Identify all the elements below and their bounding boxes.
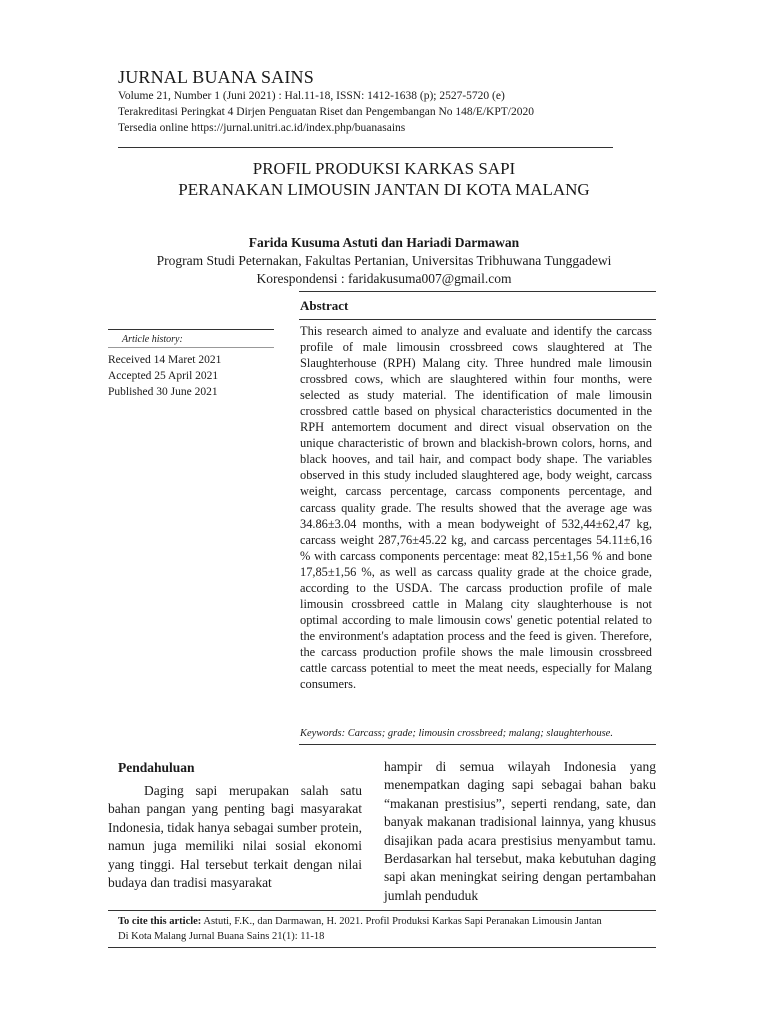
intro-paragraph-left: Daging sapi merupakan salah satu bahan pangan yang penting bagi masyarakat Indonesia, tidak hanya sebagai sumber protein, namun juga memiliki nilai sosial ekonomi yang tinggi. Hal tersebut terkait dengan nilai budaya dan tradisi masyarakat [108,783,362,891]
abstract-body: This research aimed to analyze and evaluate and identify the carcass profile of male limousin crossbreed cows slaughtered at The Slaughterhouse (RPH) Malang city. Three hundred male limousin crossbred cows, which are slaughtered within four months, were selected as study material. The identification of male limousin crossbred cattle based on physical characteristics documented in the RPH antemortem document and direct visual observation on the unique characteristic of brown and blackish-brown colors, horns, and black hooves, and tail hair, and compact body shape. The variables observed in this study included slaughtered age, body weight, carcass weight, carcass percentage, carcass components percentage, and carcass quality grade. The results showed that the average age was 34.86±3.04 months, with a mean bodyweight of 532,44±62,47 kg, carcass weight 287,76±45.22 kg, and carcass percentages 54.11±6,16 % with carcass components percentage: meat 82,15±1,56 % and bone 17,85±1,56 %, as well as carcass quality grade at the choice grade, according to the USDA. The carcass production profile of male limousin crossbreed cattle in Malang city slaughterhouse is not optimal according to male limousin cows' genetic potential related to the environment's adaptation process and the feed is given. Therefore, the carcass production profile shows the male limousin crossbreed cattle carcass potential to meet the meat needs, especially for Malang consumers. [300,324,652,692]
intro-column-right [384,758,656,905]
citation-bottom-divider [108,947,656,948]
intro-column-left [108,782,362,892]
abstract-top-divider [299,291,656,292]
journal-name: JURNAL BUANA SAINS [118,67,314,87]
history-published: Published 30 June 2021 [108,386,218,398]
header-divider [118,147,613,148]
history-mid-divider [108,347,274,348]
journal-accreditation-line: Terakreditasi Peringkat 4 Dirjen Penguatan Riset dan Pengembangan No 148/E/KPT/2020 [118,106,534,118]
article-correspondence: Korespondensi : faridakusuma007@gmail.com [256,271,512,286]
history-top-divider [108,329,274,330]
citation-line-1: Astuti, F.K., dan Darmawan, H. 2021. Profil Produksi Karkas Sapi Peranakan Limousin Jantan [201,916,602,927]
citation-label: To cite this article: [118,916,202,927]
article-authors: Farida Kusuma Astuti dan Hariadi Darmawan [248,235,520,250]
journal-header [118,66,638,136]
abstract-keywords: Keywords: Carcass; grade; limousin crossbreed; malang; slaughterhouse. [300,728,613,739]
citation-box [118,914,648,944]
journal-online-line: Tersedia online https://jurnal.unitri.ac.id/index.php/buanasains [118,122,406,134]
intro-paragraph-right: hampir di semua wilayah Indonesia yang menempatkan daging sapi sebagai bahan baku “makanan prestisius”, seperti rendang, sate, dan banyak makanan tradisional lainnya, yang khusus disajikan pada acara prestisius menyambut tamu. Berdasarkan hal tersebut, maka kebutuhan daging sapi akan meningkat seiring dengan pertambahan jumlah penduduk [384,759,656,903]
article-title [100,158,668,200]
abstract-bottom-divider [299,744,656,745]
abstract-heading-divider [299,319,656,320]
history-title: Article history: [122,334,183,345]
article-affiliation: Program Studi Peternakan, Fakultas Pertanian, Universitas Tribhuwana Tunggadewi [156,253,612,268]
section-heading-pendahuluan: Pendahuluan [118,760,195,775]
citation-top-divider [108,910,656,911]
journal-volume-line: Volume 21, Number 1 (Juni 2021) : Hal.11-18, ISSN: 1412-1638 (p); 2527-5720 (e) [118,90,505,102]
history-accepted: Accepted 25 April 2021 [108,370,219,382]
authors-block [100,234,668,288]
article-title-line-2: PERANAKAN LIMOUSIN JANTAN DI KOTA MALANG [178,180,590,199]
abstract-heading: Abstract [300,298,349,313]
article-title-line-1: PROFIL PRODUKSI KARKAS SAPI [252,159,516,178]
article-history [108,352,221,400]
citation-line-2: Di Kota Malang Jurnal Buana Sains 21(1): 11-18 [118,931,325,942]
history-received: Received 14 Maret 2021 [108,354,222,366]
